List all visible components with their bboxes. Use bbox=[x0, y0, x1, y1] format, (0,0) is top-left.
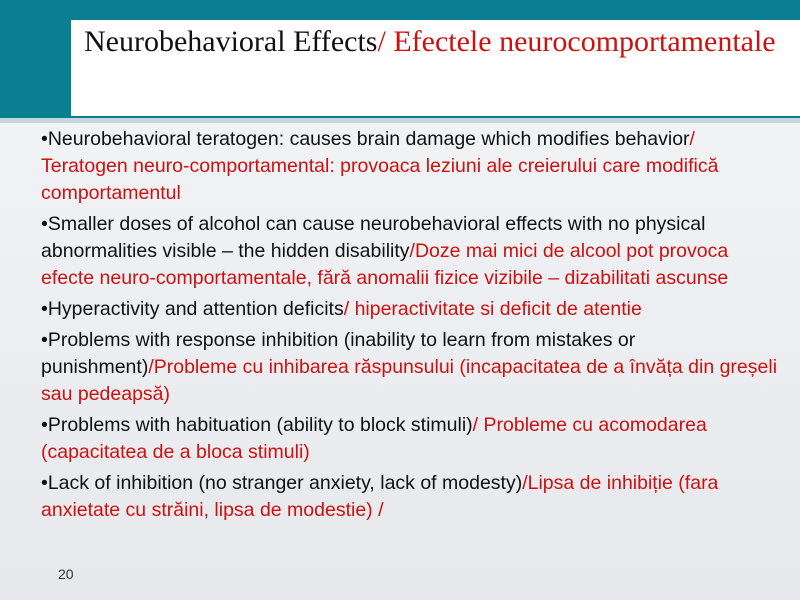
bullet-marker: • bbox=[41, 414, 48, 436]
bullet-list bbox=[41, 126, 786, 528]
bullet-item bbox=[41, 296, 786, 323]
bullet-romanian: /Probleme cu inhibarea răspunsului (incapacitatea de a învăța din greșeli sau pedeapsă) bbox=[41, 356, 778, 405]
bullet-english: Hyperactivity and attention deficits bbox=[47, 298, 344, 320]
bullet-english: Neurobehavioral teratogen: causes brain damage which modifies behavior bbox=[47, 128, 690, 150]
bullet-marker: • bbox=[41, 128, 48, 150]
bullet-english: Lack of inhibition (no stranger anxiety, lack of modesty) bbox=[47, 472, 523, 494]
bullet-marker: • bbox=[41, 472, 48, 494]
bullet-romanian: /Lipsa de inhibiție (fara anxietate cu străini, lipsa de modestie) / bbox=[41, 472, 719, 521]
bullet-item bbox=[41, 327, 786, 408]
bullet-romanian: / hiperactivitate si deficit de atentie bbox=[343, 298, 642, 320]
title-english: Neurobehavioral Effects bbox=[84, 25, 378, 58]
bullet-english: Problems with habituation (ability to block stimuli) bbox=[47, 414, 473, 436]
bullet-item bbox=[41, 211, 786, 292]
bullet-english: Problems with response inhibition (inability to learn from mistakes or punishment) bbox=[41, 329, 636, 378]
bullet-marker: • bbox=[41, 329, 48, 351]
bullet-romanian: / Probleme cu acomodarea (capacitatea de a bloca stimuli) bbox=[41, 414, 707, 463]
bullet-romanian: / Teratogen neuro-comportamental: provoaca leziuni ale creierului care modifică comportamentul bbox=[41, 128, 719, 204]
bullet-marker: • bbox=[41, 213, 48, 235]
bullet-item bbox=[41, 126, 786, 207]
slide-title bbox=[84, 24, 784, 60]
title-romanian: / Efectele neurocomportamentale bbox=[377, 25, 776, 58]
bullet-item bbox=[41, 470, 786, 524]
bullet-marker: • bbox=[41, 298, 48, 320]
header-divider bbox=[0, 118, 800, 123]
bullet-english: Smaller doses of alcohol can cause neurobehavioral effects with no physical abnormalities visible – the hidden disability bbox=[41, 213, 706, 262]
bullet-item bbox=[41, 412, 786, 466]
bullet-romanian: /Doze mai mici de alcool pot provoca efecte neuro-comportamentale, fără anomalii fizice vizibile – dizabilitati ascunse bbox=[41, 240, 729, 289]
page-number: 20 bbox=[58, 566, 74, 582]
